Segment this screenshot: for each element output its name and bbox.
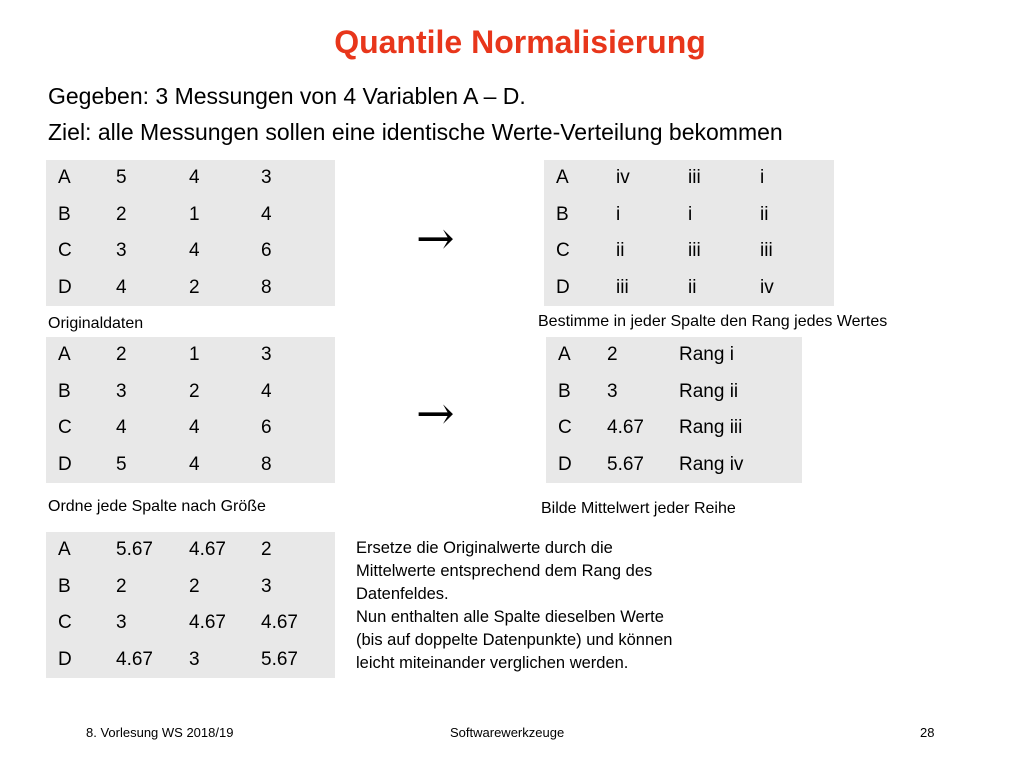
table-cell: Rang iii	[679, 410, 802, 447]
table-cell: 4	[189, 233, 261, 270]
table-cell: 4	[116, 410, 189, 447]
table-cell: 4	[116, 270, 189, 307]
table-cell: A	[46, 337, 116, 374]
table-cell: iii	[760, 233, 834, 270]
table-cell: 2	[116, 569, 189, 606]
table-row	[546, 410, 802, 447]
table-cell: ii	[688, 270, 760, 307]
table-cell: B	[46, 197, 116, 234]
original-data-table	[46, 160, 335, 306]
intro-goal: Ziel: alle Messungen sollen eine identische Werte-Verteilung bekommen	[48, 119, 783, 145]
table-cell: 4	[261, 374, 335, 411]
table-row	[46, 410, 335, 447]
table-cell: 3	[116, 233, 189, 270]
table-cell: C	[46, 233, 116, 270]
table-cell: i	[688, 197, 760, 234]
table-row	[46, 642, 335, 679]
table-cell: 2	[116, 197, 189, 234]
table-cell: 1	[189, 337, 261, 374]
table-cell: iii	[688, 233, 760, 270]
table-cell: 4	[261, 197, 335, 234]
table-cell: 4	[189, 447, 261, 484]
table-cell: A	[46, 160, 116, 197]
table-cell: 2	[189, 374, 261, 411]
table-cell: iv	[760, 270, 834, 307]
table-cell: C	[46, 410, 116, 447]
table-cell: 3	[607, 374, 679, 411]
table-cell: ii	[760, 197, 834, 234]
table-cell: 3	[116, 374, 189, 411]
table-cell: 4.67	[189, 532, 261, 569]
table-cell: Rang iv	[679, 447, 802, 484]
table-cell: 2	[189, 270, 261, 307]
table-cell: 2	[607, 337, 679, 374]
table-cell: C	[544, 233, 616, 270]
table-cell: 5	[116, 160, 189, 197]
table-cell: 4.67	[189, 605, 261, 642]
table-row	[544, 233, 834, 270]
table-cell: 4	[189, 160, 261, 197]
normalized-table	[46, 532, 335, 678]
rank-table-caption: Bestimme in jeder Spalte den Rang jedes Wertes	[538, 313, 888, 330]
table-row	[46, 270, 335, 307]
table-row	[546, 447, 802, 484]
table-row	[46, 447, 335, 484]
explanation-line: Mittelwerte entsprechend dem Rang des	[356, 562, 653, 580]
explanation-line: (bis auf doppelte Datenpunkte) und können	[356, 631, 673, 649]
arrow-right-icon: →	[416, 386, 455, 440]
table-row	[544, 160, 834, 197]
table-cell: 3	[189, 642, 261, 679]
table-row	[544, 197, 834, 234]
table-cell: 3	[116, 605, 189, 642]
table-cell: A	[46, 532, 116, 569]
table-cell: 5.67	[261, 642, 335, 679]
explanation-text	[356, 537, 756, 675]
table-row	[46, 197, 335, 234]
table-cell: i	[760, 160, 834, 197]
table-cell: D	[546, 447, 607, 484]
footer-course: Softwarewerkzeuge	[450, 725, 565, 740]
table-cell: iii	[616, 270, 688, 307]
table-cell: B	[46, 374, 116, 411]
table-row	[544, 270, 834, 307]
table-cell: 2	[261, 532, 335, 569]
table-row	[546, 337, 802, 374]
table-row	[46, 605, 335, 642]
table-row	[46, 374, 335, 411]
explanation-line: Datenfeldes.	[356, 585, 449, 603]
table-row	[46, 233, 335, 270]
table-cell: 4.67	[261, 605, 335, 642]
sorted-table	[46, 337, 335, 483]
table-cell: ii	[616, 233, 688, 270]
table-cell: D	[544, 270, 616, 307]
table-cell: iii	[688, 160, 760, 197]
arrow-right-icon: →	[416, 211, 455, 265]
slide-title: Quantile Normalisierung	[334, 24, 706, 60]
table-cell: iv	[616, 160, 688, 197]
sorted-table-caption: Ordne jede Spalte nach Größe	[48, 498, 266, 515]
table-cell: D	[46, 447, 116, 484]
table-cell: B	[46, 569, 116, 606]
table-cell: 4	[189, 410, 261, 447]
table-cell: 5.67	[116, 532, 189, 569]
row-mean-caption: Bilde Mittelwert jeder Reihe	[541, 500, 736, 517]
table-row	[46, 569, 335, 606]
table-cell: Rang ii	[679, 374, 802, 411]
explanation-line: leicht miteinander verglichen werden.	[356, 654, 629, 672]
table-cell: 5	[116, 447, 189, 484]
table-cell: 4.67	[607, 410, 679, 447]
table-row	[546, 374, 802, 411]
table-cell: A	[546, 337, 607, 374]
table-cell: Rang i	[679, 337, 802, 374]
table-cell: i	[616, 197, 688, 234]
footer-page-number: 28	[920, 725, 935, 740]
table-cell: A	[544, 160, 616, 197]
table-cell: 3	[261, 337, 335, 374]
table-cell: 8	[261, 447, 335, 484]
table-cell: 3	[261, 569, 335, 606]
table-cell: C	[46, 605, 116, 642]
table-row	[46, 337, 335, 374]
table-cell: 4.67	[116, 642, 189, 679]
table-cell: 8	[261, 270, 335, 307]
table-row	[46, 532, 335, 569]
table-cell: 6	[261, 233, 335, 270]
table-cell: C	[546, 410, 607, 447]
explanation-line: Nun enthalten alle Spalte dieselben Werte	[356, 608, 664, 626]
table-cell: D	[46, 270, 116, 307]
table-cell: 6	[261, 410, 335, 447]
explanation-line: Ersetze die Originalwerte durch die	[356, 539, 613, 557]
table-cell: 3	[261, 160, 335, 197]
original-data-caption: Originaldaten	[48, 315, 144, 332]
table-cell: 2	[189, 569, 261, 606]
table-cell: 5.67	[607, 447, 679, 484]
table-cell: 1	[189, 197, 261, 234]
table-cell: B	[544, 197, 616, 234]
table-cell: D	[46, 642, 116, 679]
row-mean-table	[546, 337, 802, 483]
footer-lecture: 8. Vorlesung WS 2018/19	[86, 725, 234, 740]
rank-table	[544, 160, 834, 306]
intro-given: Gegeben: 3 Messungen von 4 Variablen A – D.	[48, 83, 526, 109]
table-cell: 2	[116, 337, 189, 374]
table-cell: B	[546, 374, 607, 411]
table-row	[46, 160, 335, 197]
